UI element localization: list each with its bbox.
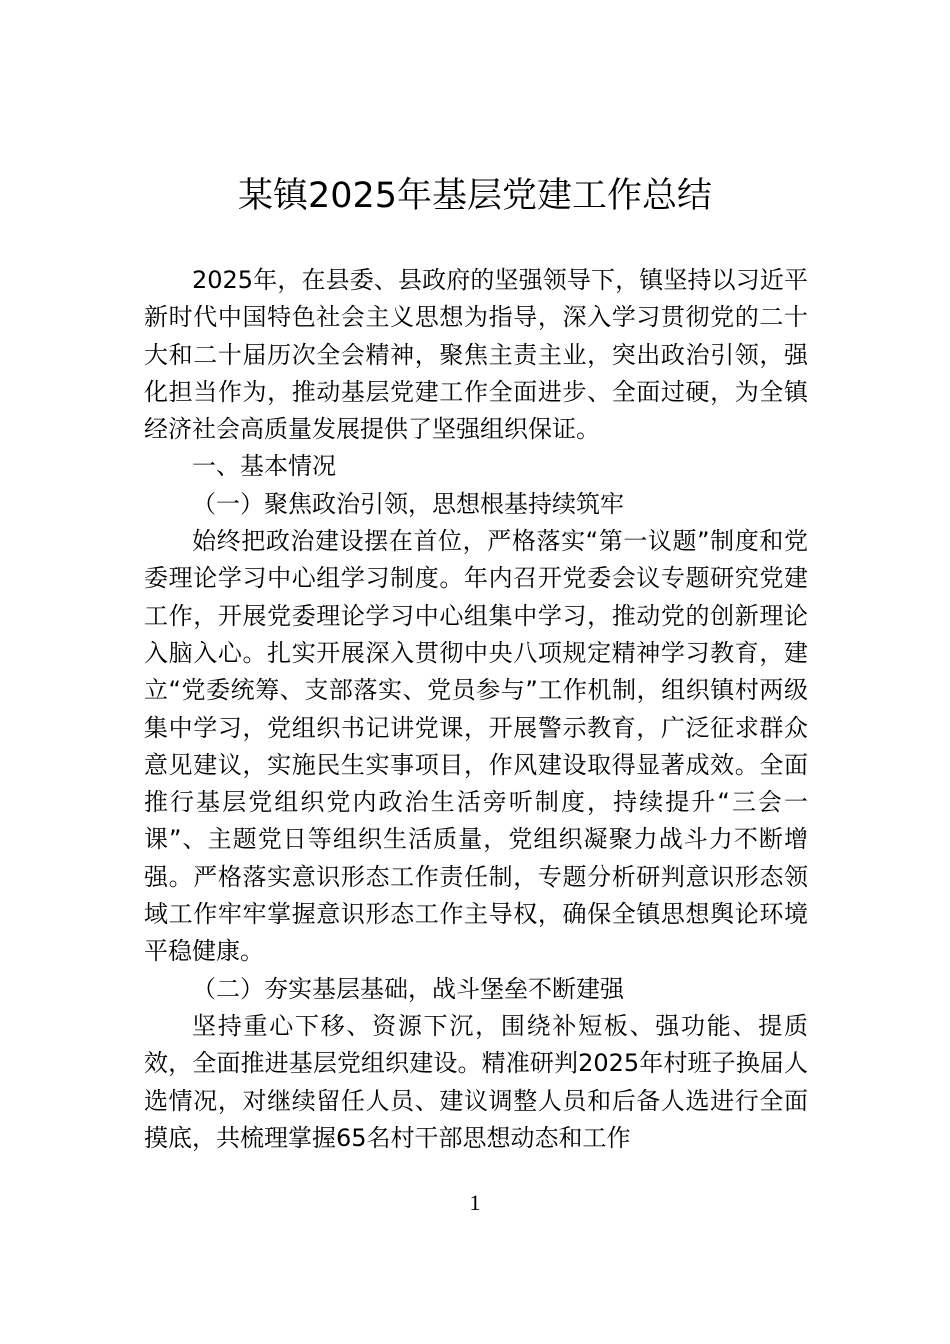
page-number: 1 (469, 1190, 481, 1215)
body-paragraph-grassroots-foundation: 坚持重心下移、资源下沉，围绕补短板、强功能、提质效，全面推进基层党组织建设。精准研判2025年村班子换届人选情况，对继续留任人员、建议调整人员和后备人选进行全面摸底，共梳理掌握65名村干部思想动态和工作 (144, 1011, 808, 1152)
section-heading-basic-situation: 一、基本情况 (192, 452, 336, 481)
body-paragraph-political-guidance: 始终把政治建设摆在首位，严格落实“第一议题”制度和党委理论学习中心组学习制度。年内召开党委会议专题研究党建工作，开展党委理论学习中心组集中学习，推动党的创新理论入脑入心。扎实开展深入贯彻中央八项规定精神学习教育，建立“党委统筹、支部落实、党员参与”工作机制，组织镇村两级集中学习，党组织书记讲党课，开展警示教育，广泛征求群众意见建议，实施民生实事项目，作风建设取得显著成效。全面推行基层党组织党内政治生活旁听制度，持续提升“三会一课”、主题党日等组织生活质量，党组织凝聚力战斗力不断增强。严格落实意识形态工作责任制，专题分析研判意识形态领域工作牢牢掌握意识形态工作主导权，确保全镇思想舆论环境平稳健康。 (144, 527, 808, 966)
subsection-heading-political-guidance: （一）聚焦政治引领，思想根基持续筑牢 (192, 489, 624, 518)
document-title: 某镇2025年基层党建工作总结 (237, 176, 713, 216)
subsection-heading-grassroots-foundation: （二）夯实基层基础，战斗堡垒不断建强 (192, 974, 624, 1003)
intro-paragraph: 2025年，在县委、县政府的坚强领导下，镇坚持以习近平新时代中国特色社会主义思想为指导，深入学习贯彻党的二十大和二十届历次全会精神，聚焦主责主业，突出政治引领，强化担当作为，推动基层党建工作全面进步、全面过硬，为全镇经济社会高质量发展提供了坚强组织保证。 (144, 266, 808, 444)
document-body (144, 262, 808, 1157)
